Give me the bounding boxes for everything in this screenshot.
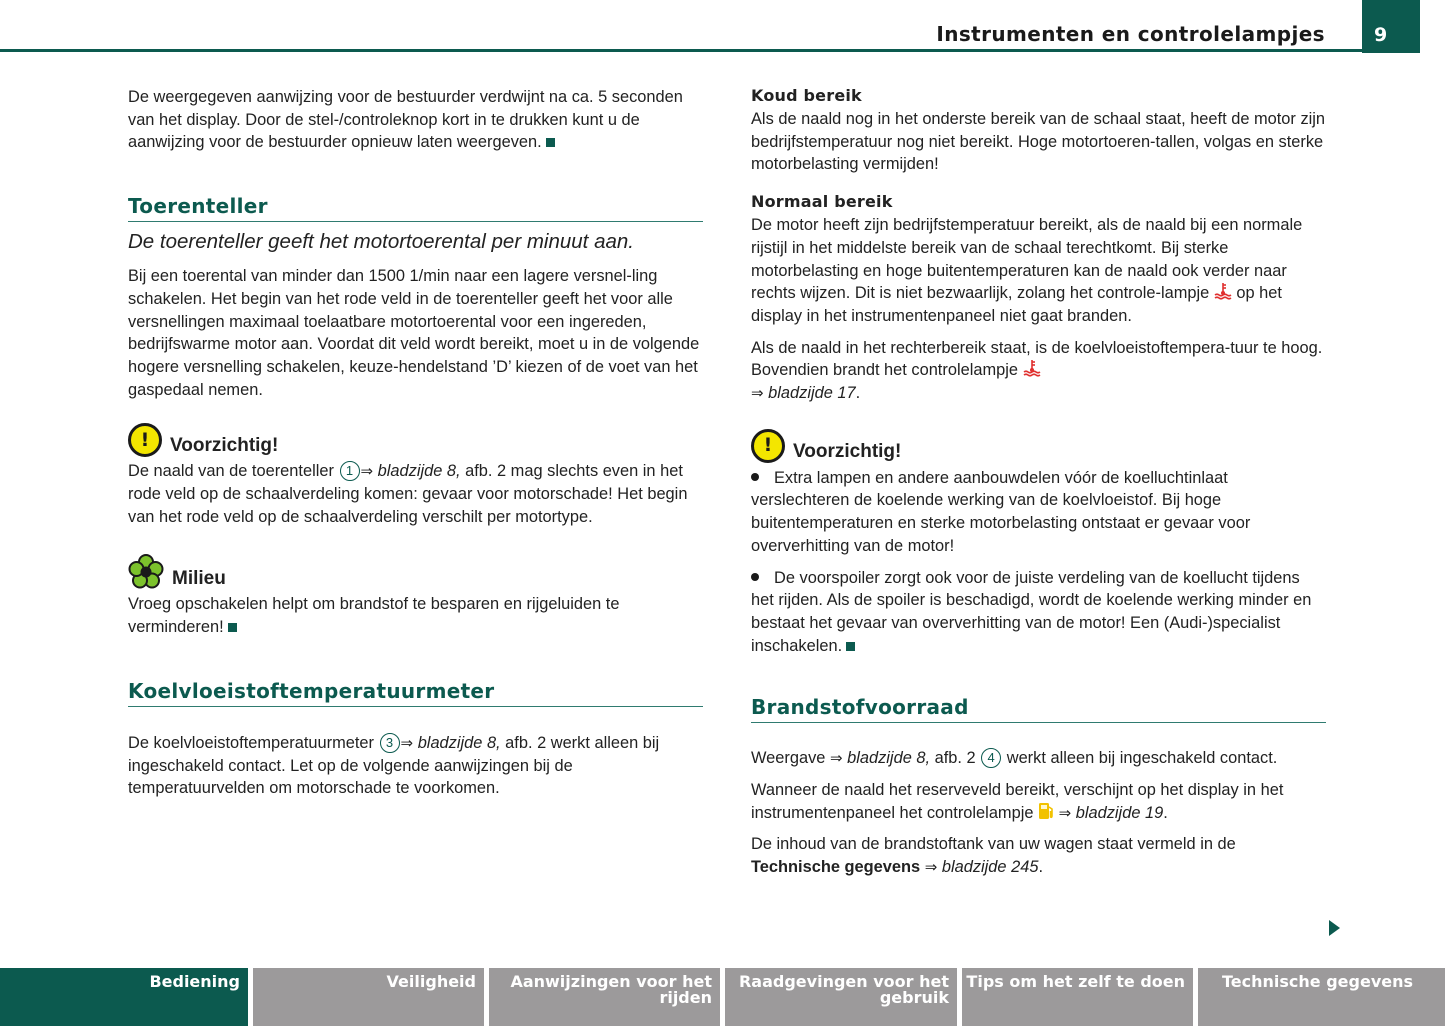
koud-bereik: [751, 86, 1326, 176]
warning-icon: !: [751, 429, 785, 463]
section-lead: De toerenteller geeft het motortoerental per minuut aan.: [128, 230, 634, 254]
caution-bullet: De voorspoiler zorgt ook voor de juiste verdeling van de koellucht tijdens het rijden. Als de spoiler is beschadigd, wordt de koelende werking minder en bestaat het gevaar van oververhitting van de motor! Een (Audi-)specialist inschakelen.: [751, 568, 1312, 655]
tab-technische-gegevens[interactable]: Technische gegevens: [1198, 968, 1445, 1026]
subheading-normaal: Normaal bereik: [751, 192, 893, 212]
tab-raadgevingen-gebruik[interactable]: Raadgevingen voor het gebruik: [725, 968, 957, 1026]
milieu-heading: [128, 554, 703, 590]
continue-next-page-arrow-icon: [1329, 920, 1340, 936]
caution-box: [128, 423, 703, 528]
caution-title: Voorzichtig!: [793, 440, 902, 462]
reference-arrow: ⇒: [400, 733, 414, 752]
page-reference-link[interactable]: bladzijde 245: [941, 858, 1039, 877]
right-column: [751, 86, 1326, 879]
bullet-icon: [751, 473, 759, 481]
caution-bullet: Extra lampen en andere aanbouwdelen vóór de koelluchtinlaat verslechteren de koelende werking van de koelvloeistof. Bij hoge buitentemperaturen en sterke motorbelasting ontstaat er gevaar voor oververhitting van de motor!: [751, 468, 1251, 555]
page-reference-link[interactable]: bladzijde 8,: [417, 733, 501, 752]
rechter-bereik-text: Als de naald in het rechterbereik staat, is de koelvloeistoftempera-tuur te hoog. Bovendien brandt het controlelampje ⇒ bladzijde 17.: [751, 338, 1323, 403]
reference-number: 3: [380, 733, 400, 753]
page-reference-link[interactable]: bladzijde 8,: [377, 462, 461, 481]
end-of-section-mark: [228, 623, 237, 632]
koelvloeistof-body: De koelvloeistoftemperatuurmeter 3 ⇒ bladzijde 8, afb. 2 werkt alleen bij ingeschakeld contact. Let op de volgende aanwijzingen bij de temperatuurvelden om motorschade te voorkomen.: [128, 733, 660, 798]
section-title-koelvloeistof: Koelvloeistoftemperatuurmeter: [128, 679, 703, 707]
caution-box: [751, 429, 1326, 658]
milieu-box: [128, 554, 703, 638]
page-reference-link[interactable]: bladzijde 17: [768, 384, 856, 403]
tab-bediening[interactable]: Bediening: [0, 968, 248, 1026]
section-title-toerenteller: Toerenteller: [128, 194, 703, 222]
caution-text: De naald van de toerenteller 1 ⇒ bladzijde 8, afb. 2 mag slechts even in het rode veld op de schaalverdeling komen: gevaar voor motorschade! Het begin van het rode veld op de schaalverdeling verschilt per motortype.: [128, 462, 688, 526]
koud-text: Als de naald nog in het onderste bereik van de schaal staat, heeft de motor zijn bedrijfstemperatuur nog niet bereikt. Hoge motortoeren-tallen, volgas en sterke motorbelasting vermijden!: [751, 110, 1326, 174]
brandstof-p2: Wanneer de naald het reserveveld bereikt, verschijnt op het display in het instrumentenpaneel het controlelampje ⇒ bladzijde 19.: [751, 781, 1284, 822]
section-toerenteller: [128, 194, 703, 639]
brandstof-p1: Weergave ⇒ bladzijde 8, afb. 2 4 werkt alleen bij ingeschakeld contact.: [751, 749, 1278, 768]
reference-arrow: ⇒: [360, 462, 374, 481]
header-rule: [0, 49, 1362, 52]
intro-paragraph: De weergegeven aanwijzing voor de bestuurder verdwijnt na ca. 5 seconden van het display. Door de stel-/controleknop kort in te drukken kunt u de aanwijzing voor de bestuurder opnieuw laten weergeven.: [128, 88, 683, 152]
page-reference-link[interactable]: bladzijde 8,: [847, 749, 931, 768]
tab-tips-zelf-doen[interactable]: Tips om het zelf te doen: [962, 968, 1193, 1026]
warning-icon: !: [128, 423, 162, 457]
end-of-section-mark: [846, 642, 855, 651]
tab-aanwijzingen-rijden[interactable]: Aanwijzingen voor het rijden: [489, 968, 720, 1026]
subheading-koud: Koud bereik: [751, 86, 862, 105]
eco-flower-icon: [128, 554, 164, 590]
chapter-tabs: [0, 968, 1445, 1026]
reference-arrow: ⇒: [924, 858, 938, 877]
coolant-temperature-icon: [1023, 359, 1041, 377]
end-of-section-mark: [546, 138, 555, 147]
toerenteller-body: Bij een toerental van minder dan 1500 1/min naar een lagere versnel-ling schakelen. Het begin van het rode veld in de toerenteller geeft het voor alle versnellingen maximaal toelaatbare motortoerental voor een ingereden, bedrijfswarme motor aan. Voordat dit veld wordt bereikt, moet u in de volgende hogere versnelling schakelen, keuze-hendelstand ’D’ kiezen of de voet van het gaspedaal nemen.: [128, 267, 700, 399]
reference-arrow: ⇒: [751, 384, 764, 403]
milieu-title: Milieu: [172, 568, 226, 590]
page-number: 9: [1374, 24, 1388, 46]
section-title-brandstof: Brandstofvoorraad: [751, 695, 1326, 723]
caution-heading: [751, 429, 1326, 463]
left-column: [128, 86, 703, 800]
section-koelvloeistof: [128, 679, 703, 800]
normaal-bereik: [751, 192, 1326, 405]
coolant-temperature-icon: [1214, 282, 1232, 300]
tab-veiligheid[interactable]: Veiligheid: [253, 968, 484, 1026]
bullet-icon: [751, 573, 759, 581]
reference-arrow: ⇒: [829, 749, 843, 768]
normaal-text: De motor heeft zijn bedrijfstemperatuur bereikt, als de naald bij een normale rijstijl in het middelste bereik van de schaal terechtkomt. Bij sterke motorbelasting en hoge buitentemperaturen kan de naald ook verder naar rechts wijzen. Dit is niet bezwaarlijk, zolang het controle-lampje op het display in het instrumentenpaneel niet gaat branden.: [751, 216, 1303, 325]
reference-number: 1: [340, 461, 360, 481]
reference-arrow: ⇒: [1058, 803, 1072, 822]
page-number-tab: [1362, 0, 1420, 53]
fuel-reserve-icon: [1038, 802, 1054, 820]
chapter-title: Instrumenten en controlelampjes: [936, 22, 1325, 46]
caution-heading: [128, 423, 703, 457]
section-brandstof: [751, 695, 1326, 879]
page-reference-link[interactable]: bladzijde 19: [1075, 803, 1164, 822]
reference-number: 4: [981, 748, 1001, 768]
milieu-text: Vroeg opschakelen helpt om brandstof te besparen en rijgeluiden te verminderen!: [128, 595, 620, 637]
caution-title: Voorzichtig!: [170, 435, 279, 457]
brandstof-p3: De inhoud van de brandstoftank van uw wagen staat vermeld in de Technische gegevens ⇒ bladzijde 245.: [751, 835, 1236, 877]
